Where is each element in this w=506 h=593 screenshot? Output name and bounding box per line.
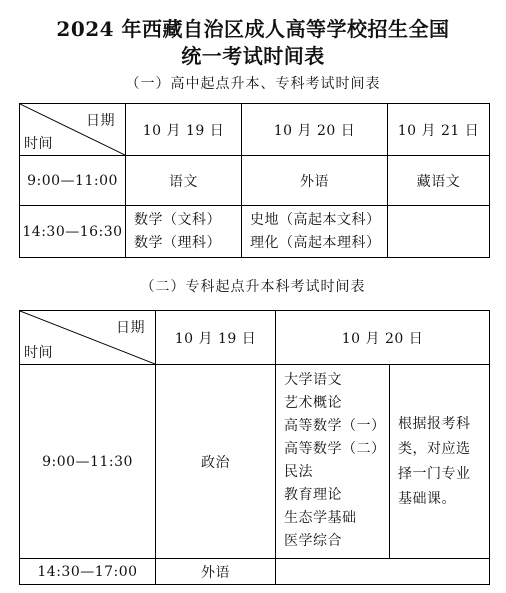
subject-cell: 语文 [126, 156, 242, 206]
note-cell: 根据报考科类，对应选择一门专业基础课。 [390, 365, 490, 559]
header-diagonal-cell [20, 104, 126, 156]
list-item: 医学综合 [284, 533, 342, 549]
subject-cell [242, 206, 388, 258]
subject-cell: 政治 [156, 365, 276, 559]
time-label: 时间 [24, 345, 53, 361]
subject-line: 数学（理科） [134, 234, 221, 251]
empty-cell [388, 206, 490, 258]
subject-list [276, 365, 390, 559]
empty-cell [276, 559, 490, 585]
list-item: 艺术概论 [284, 395, 342, 411]
time-cell: 9:00—11:30 [20, 365, 156, 559]
table-row [20, 559, 490, 585]
subject-line: 理化（高起本理科） [250, 234, 381, 251]
header-diagonal-cell [20, 311, 156, 365]
section2-subtitle: （二）专科起点升本科考试时间表 [140, 279, 366, 295]
section1-subtitle: （一）高中起点升本、专科考试时间表 [125, 76, 381, 92]
date-header: 10 月 20 日 [242, 104, 388, 156]
table-row [20, 365, 490, 559]
table-row [20, 156, 490, 206]
subject-cell [126, 206, 242, 258]
time-cell: 14:30—17:00 [20, 559, 156, 585]
subject-cell: 藏语文 [388, 156, 490, 206]
subject-line: 史地（高起本文科） [250, 211, 381, 228]
date-header: 10 月 19 日 [156, 311, 276, 365]
title-line-2: 统一考试时间表 [181, 44, 325, 68]
title-line-1: 2024 年西藏自治区成人高等学校招生全国 [56, 17, 450, 41]
subject-cell: 外语 [242, 156, 388, 206]
date-header: 10 月 19 日 [126, 104, 242, 156]
date-label: 日期 [116, 320, 145, 336]
schedule-table-2 [19, 310, 490, 585]
list-item: 教育理论 [284, 487, 342, 503]
subject-cell: 外语 [156, 559, 276, 585]
subject-line: 数学（文科） [134, 211, 221, 228]
list-item: 高等数学（二） [284, 441, 386, 457]
time-label: 时间 [24, 136, 53, 152]
time-cell: 14:30—16:30 [20, 206, 126, 258]
list-item: 大学语文 [284, 372, 342, 388]
time-cell: 9:00—11:00 [20, 156, 126, 206]
date-header: 10 月 21 日 [388, 104, 490, 156]
list-item: 高等数学（一） [284, 418, 386, 434]
list-item: 民法 [284, 464, 313, 480]
schedule-table-1 [19, 103, 490, 258]
table-row [20, 206, 490, 258]
list-item: 生态学基础 [284, 510, 357, 526]
date-label: 日期 [86, 113, 115, 129]
date-header: 10 月 20 日 [276, 311, 490, 365]
